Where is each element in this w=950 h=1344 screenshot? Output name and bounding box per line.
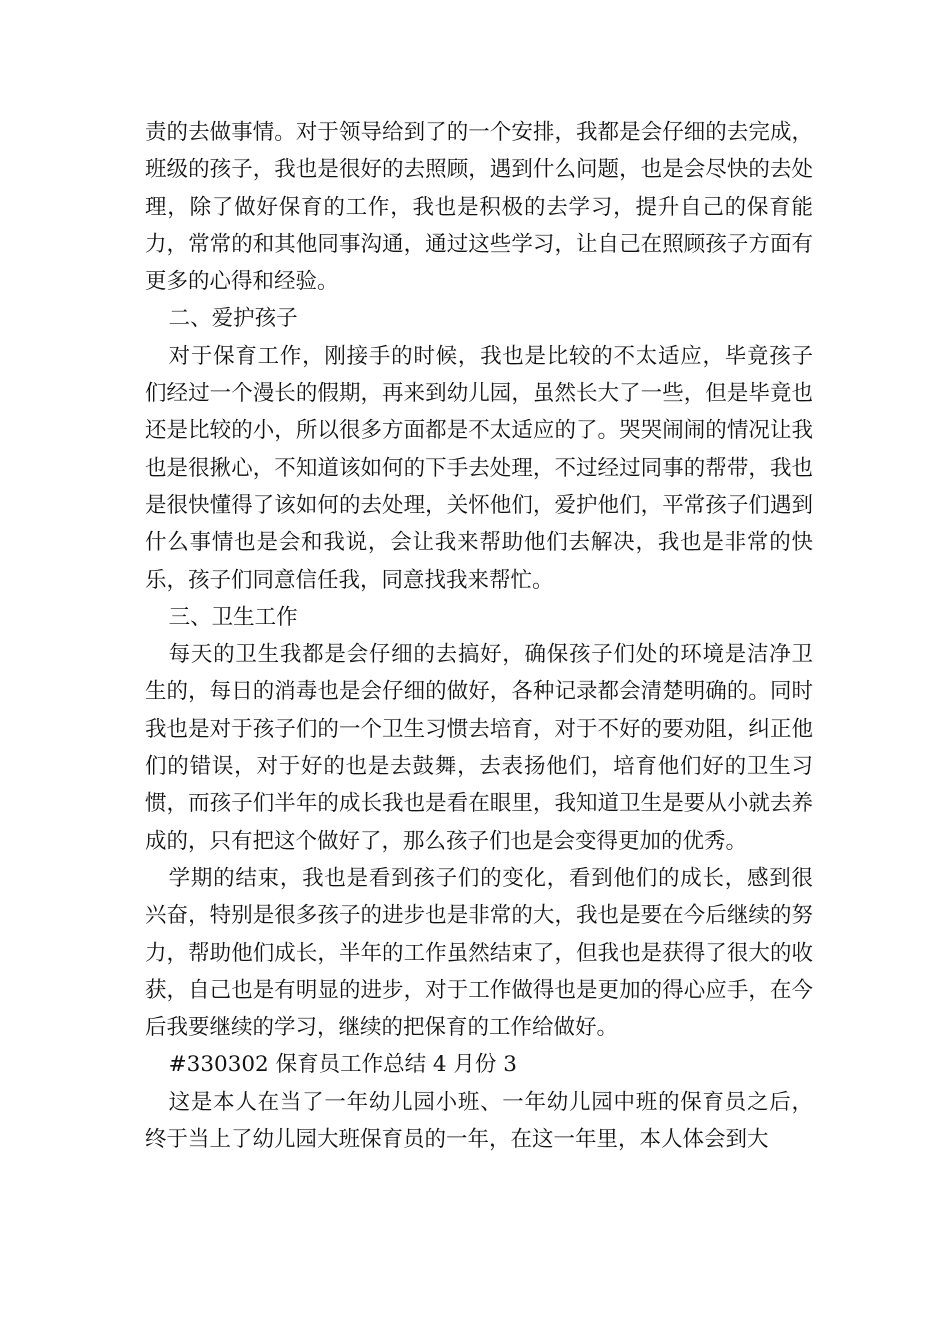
paragraph-hygiene-work: 每天的卫生我都是会仔细的去搞好，确保孩子们处的环境是洁净卫生的，每日的消毒也是会仔细的做好，各种记录都会清楚明确的。同时我也是对于孩子们的一个卫生习惯去培育，对于不好的要劝阻，纠正他们的错误，对于好的也是去鼓舞，去表扬他们，培育他们好的卫生习惯，而孩子们半年的成长我也是看在眼里，我知道卫生是要从小就去养成的，只有把这个做好了，那么孩子们也是会变得更加的优秀。 bbox=[145, 642, 813, 854]
paragraph-intro-continuation: 责的去做事情。对于领导给到了的一个安排，我都是会仔细的去完成，班级的孩子，我也是很好的去照顾，遇到什么问题，也是会尽快的去处理，除了做好保育的工作，我也是积极的去学习，提升自己的保育能力，常常的和其他同事沟通，通过这些学习，让自己在照顾孩子方面有更多的心得和经验。 bbox=[145, 120, 813, 295]
article-heading-summary-3: #330302 保育员工作总结 4 月份 3 bbox=[168, 1052, 517, 1078]
document-body bbox=[145, 114, 813, 1158]
paragraph-summary-3-intro: 这是本人在当了一年幼儿园小班、一年幼儿园中班的保育员之后，终于当上了幼儿园大班保育员的一年，在这一年里，本人体会到大 bbox=[145, 1089, 813, 1153]
paragraph-semester-conclusion: 学期的结束，我也是看到孩子们的变化，看到他们的成长，感到很兴奋，特别是很多孩子的进步也是非常的大，我也是要在今后继续的努力，帮助他们成长，半年的工作虽然结束了，但我也是获得了很大的收获，自己也是有明显的进步，对于工作做得也是更加的得心应手，在今后我要继续的学习，继续的把保育的工作给做好。 bbox=[145, 865, 813, 1041]
section-heading-care-for-children: 二、爱护孩子 bbox=[168, 306, 298, 332]
paragraph-care-for-children: 对于保育工作，刚接手的时候，我也是比较的不太适应，毕竟孩子们经过一个漫长的假期，再来到幼儿园，虽然长大了一些，但是毕竟也还是比较的小，所以很多方面都是不太适应的了。哭哭闹闹的情况让我也是很揪心，不知道该如何的下手去处理，不过经过同事的帮带，我也是很快懂得了该如何的去处理，关怀他们，爱护他们，平常孩子们遇到什么事情也是会和我说，会让我来帮助他们去解决，我也是非常的快乐，孩子们同意信任我，同意找我来帮忙。 bbox=[145, 343, 813, 593]
section-heading-hygiene-work: 三、卫生工作 bbox=[168, 604, 298, 630]
